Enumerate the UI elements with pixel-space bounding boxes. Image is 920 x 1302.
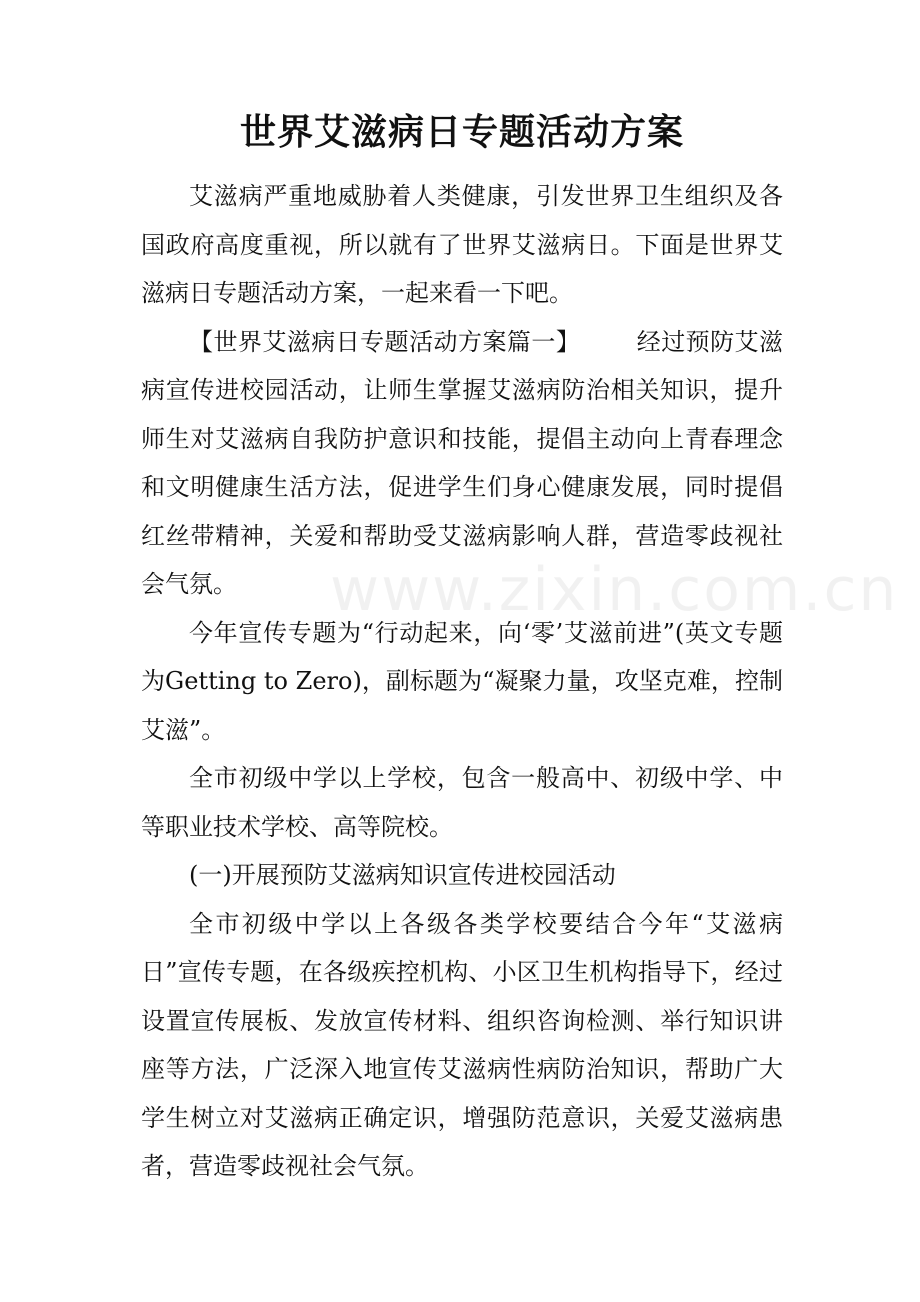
section1-text: 经过预防艾滋病宣传进校园活动，让师生掌握艾滋病防治相关知识，提升师生对艾滋病自我防护意识和技能，提倡主动向上青春理念和文明健康生活方法，促进学生们身心健康发展，同时提倡红丝带精神，关爱和帮助受艾滋病影响人群，营造零歧视社会气氛。: [141, 327, 784, 598]
item1-heading: (一)开展预防艾滋病知识宣传进校园活动: [189, 861, 616, 889]
scope-paragraph: 全市初级中学以上学校，包含一般高中、初级中学、中等职业技术学校、高等院校。: [141, 764, 783, 841]
watermark: www.zixin.com.cn: [330, 555, 899, 625]
section1-heading: 【世界艾滋病日专题活动方案篇一】: [189, 327, 581, 356]
item1-paragraph: 全市初级中学以上各级各类学校要结合今年“艾滋病日”宣传专题，在各级疾控机构、小区卫生机构指导下，经过设置宣传展板、发放宣传材料、组织咨询检测、举行知识讲座等方法，广泛深入地宣传艾滋病性病防治知识，帮助广大学生树立对艾滋病正确定识，增强防范意识，关爱艾滋病患者，营造零歧视社会气氛。: [141, 909, 783, 1180]
document-title: 世界艾滋病日专题活动方案: [239, 111, 684, 153]
section1-paragraph: [141, 318, 783, 609]
theme-paragraph: 今年宣传专题为“行动起来，向‘零’艾滋前进”(英文专题为Getting to Zero)，副标题为“凝聚力量，攻坚克难，控制艾滋”。: [141, 618, 783, 744]
intro-paragraph: 艾滋病严重地威胁着人类健康，引发世界卫生组织及各国政府高度重视，所以就有了世界艾滋病日。下面是世界艾滋病日专题活动方案，一起来看一下吧。: [141, 182, 783, 307]
